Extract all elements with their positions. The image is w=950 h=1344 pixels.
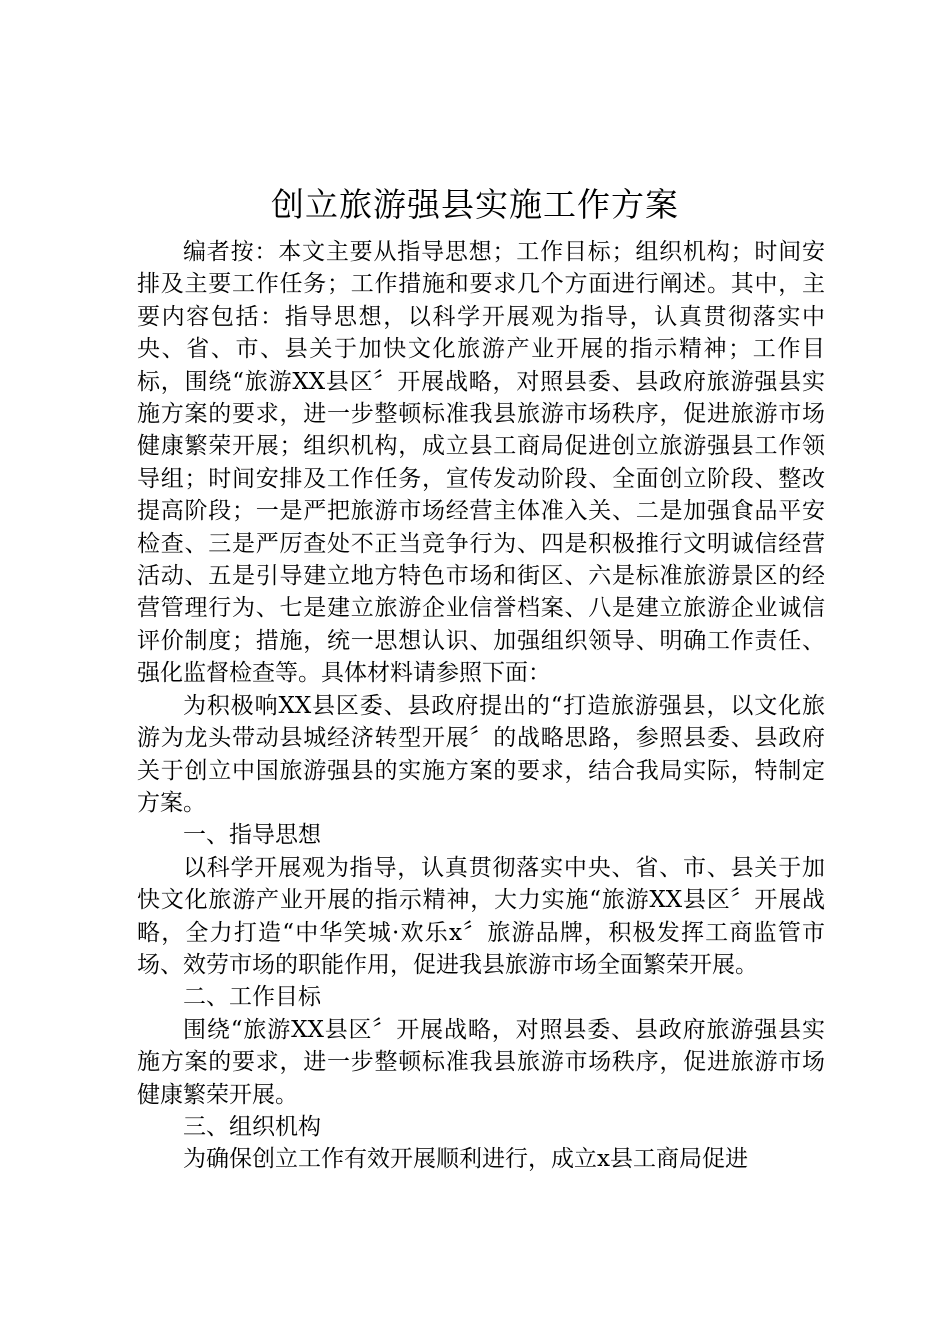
section-heading-work-goals: 二、工作目标 [183, 984, 321, 1011]
work-goals-paragraph: 围绕“旅游XX县区〞开展战略，对照县委、县政府旅游强县实施方案的要求，进一步整顿标准我县旅游市场秩序，促进旅游市场健康繁荣开展。 [137, 1016, 825, 1108]
section-heading-guiding-ideology: 一、指导思想 [183, 822, 321, 849]
editor-note-paragraph: 编者按：本文主要从指导思想；工作目标；组织机构；时间安排及主要工作任务；工作措施和要求几个方面进行阐述。其中，主要内容包括：指导思想，以科学开展观为指导，认真贯彻落实中央、省、市、县关于加快文化旅游产业开展的指示精神；工作目标，围绕“旅游XX县区〞开展战略，对照县委、县政府旅游强县实施方案的要求，进一步整顿标准我县旅游市场秩序，促进旅游市场健康繁荣开展；组织机构，成立县工商局促进创立旅游强县工作领导组；时间安排及工作任务，宣传发动阶段、全面创立阶段、整改提高阶段；一是严把旅游市场经营主体准入关、二是加强食品平安检查、三是严厉查处不正当竞争行为、四是积极推行文明诚信经营活动、五是引导建立地方特色市场和街区、六是标准旅游景区的经营管理行为、七是建立旅游企业信誉档案、八是建立旅游企业诚信评价制度；措施，统一思想认识、加强组织领导、明确工作责任、强化监督检查等。具体材料请参照下面： [137, 239, 825, 687]
section-heading-organization: 三、组织机构 [183, 1113, 321, 1140]
intro-paragraph: 为积极响XX县区委、县政府提出的“打造旅游强县，以文化旅游为龙头带动县城经济转型开展〞的战略思路，参照县委、县政府关于创立中国旅游强县的实施方案的要求，结合我局实际，特制定方案。 [137, 692, 825, 816]
organization-paragraph: 为确保创立工作有效开展顺利进行，成立x县工商局促进 [183, 1146, 748, 1173]
document-body [137, 236, 825, 1176]
document-title: 创立旅游强县实施工作方案 [271, 185, 679, 224]
guiding-ideology-paragraph: 以科学开展观为指导，认真贯彻落实中央、省、市、县关于加快文化旅游产业开展的指示精神，大力实施“旅游XX县区〞开展战略，全力打造“中华笑城·欢乐x〞旅游品牌，积极发挥工商监管市场、效劳市场的职能作用，促进我县旅游市场全面繁荣开展。 [137, 854, 825, 978]
